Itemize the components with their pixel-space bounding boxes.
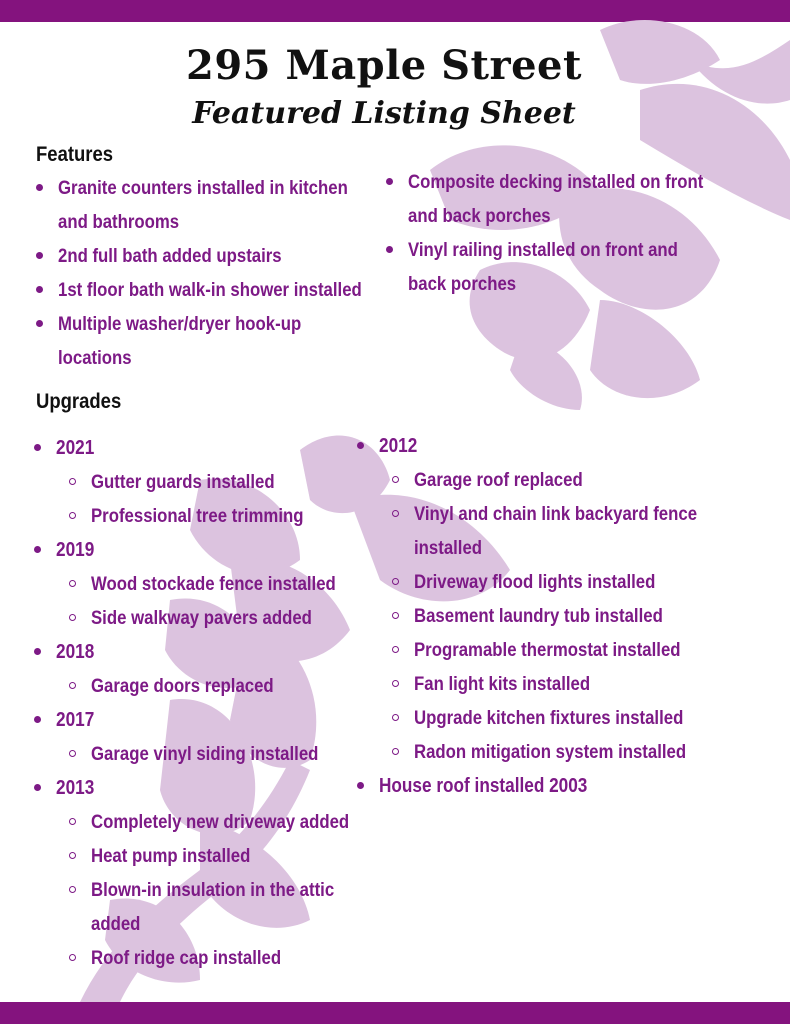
sub-bullet-icon [69, 886, 76, 893]
features-right-list [386, 165, 751, 301]
sub-bullet-icon [392, 578, 399, 585]
upgrade-year: 2017 [34, 703, 391, 737]
sub-bullet-icon [392, 680, 399, 687]
sub-bullet-icon [392, 646, 399, 653]
upgrade-year: House roof installed 2003 [357, 769, 743, 803]
upgrade-item: Side walkway pavers added [34, 601, 391, 635]
upgrade-year: 2012 [357, 429, 743, 463]
feature-item: Vinyl railing installed on front and back porches [386, 233, 751, 301]
sub-bullet-icon [392, 612, 399, 619]
sub-bullet-icon [392, 714, 399, 721]
upgrade-item: Driveway flood lights installed [357, 565, 743, 599]
features-heading: Features [36, 143, 114, 166]
sub-bullet-icon [69, 818, 76, 825]
feature-item: 1st floor bath walk-in shower installed [36, 273, 411, 307]
upgrade-item: Heat pump installed [34, 839, 391, 873]
upgrade-item: Wood stockade fence installed [34, 567, 391, 601]
bottom-accent-bar [0, 1002, 790, 1024]
upgrade-item: Professional tree trimming [34, 499, 391, 533]
upgrades-heading: Upgrades [36, 390, 122, 413]
bullet-icon [36, 252, 43, 259]
bullet-icon [34, 716, 41, 723]
upgrade-item: Garage doors replaced [34, 669, 391, 703]
sub-bullet-icon [69, 682, 76, 689]
upgrade-item: Vinyl and chain link backyard fence installed [357, 497, 743, 565]
bullet-icon [36, 286, 43, 293]
upgrade-item: Upgrade kitchen fixtures installed [357, 701, 743, 735]
sub-bullet-icon [69, 954, 76, 961]
upgrade-item: Completely new driveway added [34, 805, 391, 839]
sub-bullet-icon [392, 510, 399, 517]
features-left-list [36, 171, 411, 375]
sub-bullet-icon [69, 750, 76, 757]
upgrade-item: Garage vinyl siding installed [34, 737, 391, 771]
feature-item: Composite decking installed on front and back porches [386, 165, 751, 233]
upgrade-item: Radon mitigation system installed [357, 735, 743, 769]
bullet-icon [357, 782, 364, 789]
bullet-icon [36, 184, 43, 191]
feature-item: Granite counters installed in kitchen and bathrooms [36, 171, 411, 239]
page-subtitle: Featured Listing Sheet [192, 96, 576, 131]
feature-item: 2nd full bath added upstairs [36, 239, 411, 273]
upgrade-year: 2018 [34, 635, 391, 669]
bullet-icon [36, 320, 43, 327]
upgrades-left-list [34, 431, 391, 975]
upgrade-item: Basement laundry tub installed [357, 599, 743, 633]
upgrade-year: 2019 [34, 533, 391, 567]
bullet-icon [34, 444, 41, 451]
sub-bullet-icon [69, 614, 76, 621]
sub-bullet-icon [69, 852, 76, 859]
bullet-icon [386, 246, 393, 253]
sub-bullet-icon [69, 478, 76, 485]
upgrade-year: 2021 [34, 431, 391, 465]
upgrade-item: Gutter guards installed [34, 465, 391, 499]
sub-bullet-icon [392, 476, 399, 483]
bullet-icon [386, 178, 393, 185]
upgrades-right-list [357, 429, 743, 803]
feature-item: Multiple washer/dryer hook-up locations [36, 307, 411, 375]
sub-bullet-icon [69, 580, 76, 587]
upgrade-item: Fan light kits installed [357, 667, 743, 701]
upgrade-item: Roof ridge cap installed [34, 941, 391, 975]
upgrade-year: 2013 [34, 771, 391, 805]
upgrade-item: Garage roof replaced [357, 463, 743, 497]
bullet-icon [34, 784, 41, 791]
bullet-icon [34, 648, 41, 655]
bullet-icon [357, 442, 364, 449]
sub-bullet-icon [69, 512, 76, 519]
upgrade-item: Blown-in insulation in the attic added [34, 873, 391, 941]
page-title: 295 Maple Street [186, 42, 582, 89]
bullet-icon [34, 546, 41, 553]
sub-bullet-icon [392, 748, 399, 755]
upgrade-item: Programable thermostat installed [357, 633, 743, 667]
